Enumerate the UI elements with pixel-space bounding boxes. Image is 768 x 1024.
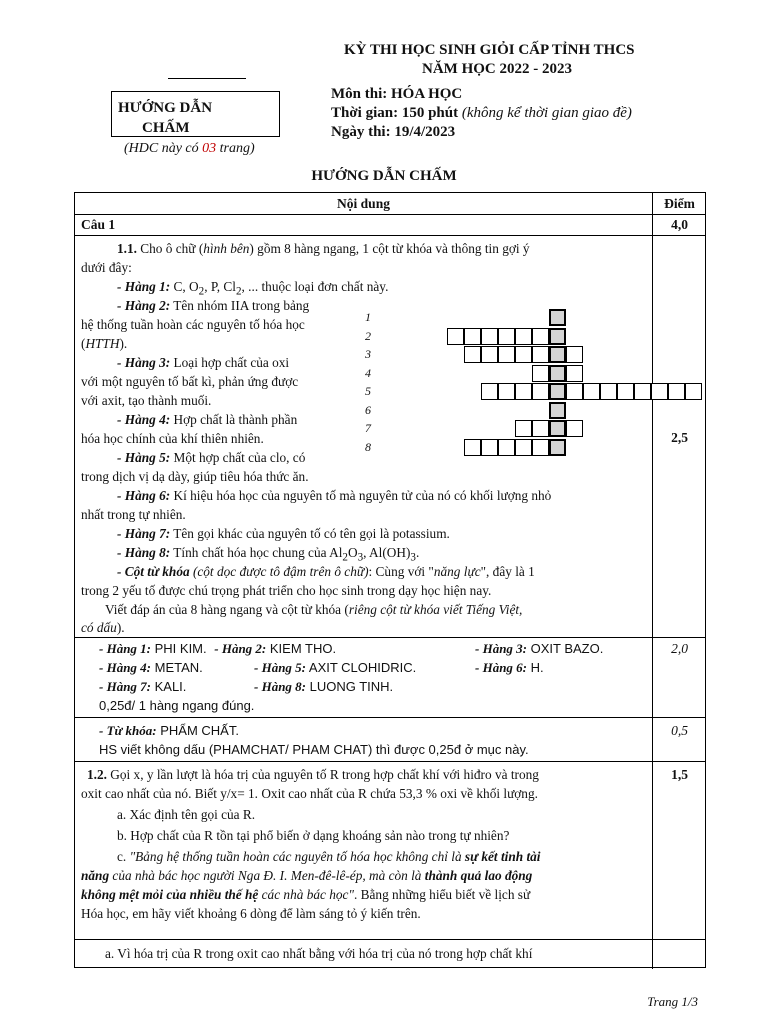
crossword-grid <box>365 309 665 469</box>
crossword-cell <box>566 365 583 382</box>
row-divider <box>75 235 705 236</box>
q11-score: 2,5 <box>671 430 688 445</box>
crossword-cell <box>481 346 498 363</box>
row-divider <box>75 214 705 215</box>
hint-row-1: - Hàng 1: C, $O_2$, P, $Cl_2$, ... thuộc loại đơn chất này. <box>117 279 389 298</box>
crossword-cell <box>515 328 532 345</box>
q12-line1: 1.2. Gọi x, y lần lượt là hóa trị của nguyên tố R trong hợp chất khí với hiđro và trong <box>87 767 539 782</box>
crossword-key-cell <box>549 383 566 400</box>
question-1-label: Câu 1 <box>81 217 116 232</box>
hint-row-6-cont: nhất trong tự nhiên. <box>81 507 186 522</box>
crossword-row-number: 5 <box>365 384 371 398</box>
question-1-score: 4,0 <box>671 217 688 232</box>
q12-part-c-cont2: không mệt mỏi của nhiều thế hệ các nhà bác học". Bằng những hiểu biết về lịch sử <box>81 887 531 902</box>
crossword-cell <box>498 328 515 345</box>
crossword-row-number: 4 <box>365 365 371 380</box>
keyword-answer: - Từ khóa: PHẨM CHẤT. <box>99 723 239 738</box>
time-line: Thời gian: 150 phút (không kể thời gian giao đề) <box>331 105 632 121</box>
hint-row-3-cont2: với axit, tạo thành muối. <box>81 393 212 408</box>
date-line: Ngày thi: 19/4/2023 <box>331 124 456 140</box>
crossword-cell <box>685 383 702 400</box>
crossword-cell <box>464 346 481 363</box>
hint-row-4: - Hàng 4: Hợp chất là thành phần <box>117 412 298 427</box>
row-divider <box>75 761 705 762</box>
crossword-key-cell <box>549 365 566 382</box>
exam-title: KỲ THI HỌC SINH GIỎI CẤP TỈNH THCS <box>344 42 635 58</box>
answers-score: 2,0 <box>671 641 688 656</box>
col-header-score: Điểm <box>664 196 695 211</box>
crossword-key-cell <box>549 346 566 363</box>
section-title: HƯỚNG DẪN CHẤM <box>311 168 457 184</box>
row-divider <box>75 637 705 638</box>
hint-row-2: - Hàng 2: Tên nhóm IIA trong bảng <box>117 298 310 313</box>
answers-line-3: - Hàng 7: KALI. - Hàng 8: LUONG TINH. <box>99 679 394 694</box>
hint-row-3-cont: với một nguyên tố bất kì, phản ứng được <box>81 374 299 389</box>
crossword-key-cell <box>549 402 566 419</box>
crossword-key-cell <box>549 328 566 345</box>
header-divider <box>168 78 246 79</box>
crossword-cell <box>600 383 617 400</box>
crossword-cell <box>515 439 532 456</box>
requirement-cont: có dấu). <box>81 620 125 635</box>
crossword-cell <box>481 439 498 456</box>
q11-intro-line2: dưới đây: <box>81 260 132 275</box>
crossword-cell <box>447 328 464 345</box>
answers-scoring: 0,25đ/ 1 hàng ngang đúng. <box>99 698 255 713</box>
answers-line-1: - Hàng 1: PHI KIM. - Hàng 2: KIEM THO. - Hàng 3: OXIT BAZO. <box>99 641 604 656</box>
hint-row-7: - Hàng 7: Tên gọi khác của nguyên tố có tên gọi là potassium. <box>117 526 450 541</box>
q11-intro: 1.1. Cho ô chữ (hình bên) gồm 8 hàng ngang, 1 cột từ khóa và thông tin gợi ý <box>117 241 530 256</box>
school-year: NĂM HỌC 2022 - 2023 <box>422 61 572 77</box>
crossword-cell <box>566 383 583 400</box>
crossword-cell <box>532 383 549 400</box>
answers-line-2: - Hàng 4: METAN. - Hàng 5: AXIT CLOHIDRIC. - Hàng 6: H. <box>99 660 544 675</box>
hdc-title-line2: CHẤM <box>142 120 190 136</box>
crossword-row-number: 3 <box>365 347 371 361</box>
q12-score: 1,5 <box>671 767 688 782</box>
crossword-row-number: 6 <box>365 402 371 417</box>
crossword-cell <box>532 439 549 456</box>
hint-row-2-cont2: (HTTH). <box>81 336 128 351</box>
hint-row-5-cont: trong dịch vị dạ dày, giúp tiêu hóa thức ăn. <box>81 469 309 484</box>
q12-part-c-cont3: Hóa học, em hãy viết khoảng 6 dòng để làm sáng tỏ ý kiến trên. <box>81 906 421 921</box>
crossword-key-cell <box>549 420 566 437</box>
requirement: Viết đáp án của 8 hàng ngang và cột từ khóa (riêng cột từ khóa viết Tiếng Việt, <box>105 602 523 617</box>
keyword-hint-cont: trong 2 yếu tố được chú trọng phát triển cho học sinh trong dạy học hiện nay. <box>81 583 492 598</box>
crossword-row-number: 8 <box>365 439 371 454</box>
hdc-page-note: (HDC này có 03 trang) <box>124 141 255 156</box>
hint-row-4-cont: hóa học chính của khí thiên nhiên. <box>81 431 264 446</box>
crossword-cell <box>481 328 498 345</box>
hdc-box <box>111 91 280 137</box>
crossword-row-number: 1 <box>365 310 371 324</box>
crossword-cell <box>515 346 532 363</box>
crossword-cell <box>651 383 668 400</box>
hint-row-6: - Hàng 6: Kí hiệu hóa học của nguyên tố mà nguyên tử của nó có khối lượng nhỏ <box>117 488 552 503</box>
q12-part-a: a. Xác định tên gọi của R. <box>117 807 256 822</box>
page-count: 03 <box>202 141 217 156</box>
hint-row-2-cont: hệ thống tuần hoàn các nguyên tố hóa học <box>81 317 305 332</box>
q12-part-c: c. "Bảng hệ thống tuần hoàn các nguyên tố hóa học không chỉ là sự kết tinh tài <box>117 849 541 864</box>
page-footer: Trang 1/3 <box>647 994 698 1009</box>
crossword-cell <box>532 420 549 437</box>
crossword-cell <box>634 383 651 400</box>
crossword-cell <box>498 439 515 456</box>
crossword-cell <box>515 420 532 437</box>
crossword-cell <box>464 439 481 456</box>
hint-row-8: - Hàng 8: Tính chất hóa học chung của $Al_2O_3$, $Al(OH)_3$. <box>117 545 420 564</box>
crossword-cell <box>617 383 634 400</box>
crossword-key-cell <box>549 309 566 326</box>
q12-solution-a: a. Vì hóa trị của R trong oxit cao nhất bằng với hóa trị của nó trong hợp chất khí <box>105 946 533 961</box>
crossword-cell <box>566 420 583 437</box>
crossword-row-number: 2 <box>365 328 371 343</box>
keyword-hint: - Cột từ khóa (cột dọc được tô đậm trên ô chữ): Cùng với "năng lực", đây là 1 <box>117 564 535 579</box>
crossword-cell <box>566 346 583 363</box>
keyword-note: HS viết không dấu (PHAMCHAT/ PHAM CHAT) thì được 0,25đ ở mục này. <box>99 742 529 757</box>
q12-line2: oxit cao nhất của nó. Biết y/x= 1. Oxit cao nhất của R chứa 53,3 % oxi về khối lượng. <box>81 786 538 801</box>
crossword-cell <box>532 328 549 345</box>
crossword-cell <box>498 383 515 400</box>
crossword-row-number: 7 <box>365 421 371 435</box>
row-divider <box>75 939 705 940</box>
subject-line: Môn thi: HÓA HỌC <box>331 86 463 102</box>
crossword-cell <box>515 383 532 400</box>
crossword-cell <box>498 346 515 363</box>
grading-table <box>74 192 706 968</box>
crossword-cell <box>481 383 498 400</box>
col-header-content: Nội dung <box>337 196 390 211</box>
hint-row-3: - Hàng 3: Loại hợp chất của oxi <box>117 355 290 370</box>
crossword-cell <box>532 365 549 382</box>
q12-part-c-cont: năng của nhà bác học người Nga Đ. I. Men-đê-lê-ép, mà còn là thành quả lao động <box>81 868 533 883</box>
crossword-cell <box>464 328 481 345</box>
row-divider <box>75 717 705 718</box>
crossword-cell <box>532 346 549 363</box>
crossword-cell <box>583 383 600 400</box>
crossword-cell <box>668 383 685 400</box>
hint-row-5: - Hàng 5: Một hợp chất của clo, có <box>117 450 306 465</box>
keyword-score: 0,5 <box>671 723 688 738</box>
q12-part-b: b. Hợp chất của R tồn tại phổ biến ở dạng khoáng sản nào trong tự nhiên? <box>117 828 510 843</box>
crossword-key-cell <box>549 439 566 456</box>
hdc-title-line1: HƯỚNG DẪN <box>118 100 213 116</box>
